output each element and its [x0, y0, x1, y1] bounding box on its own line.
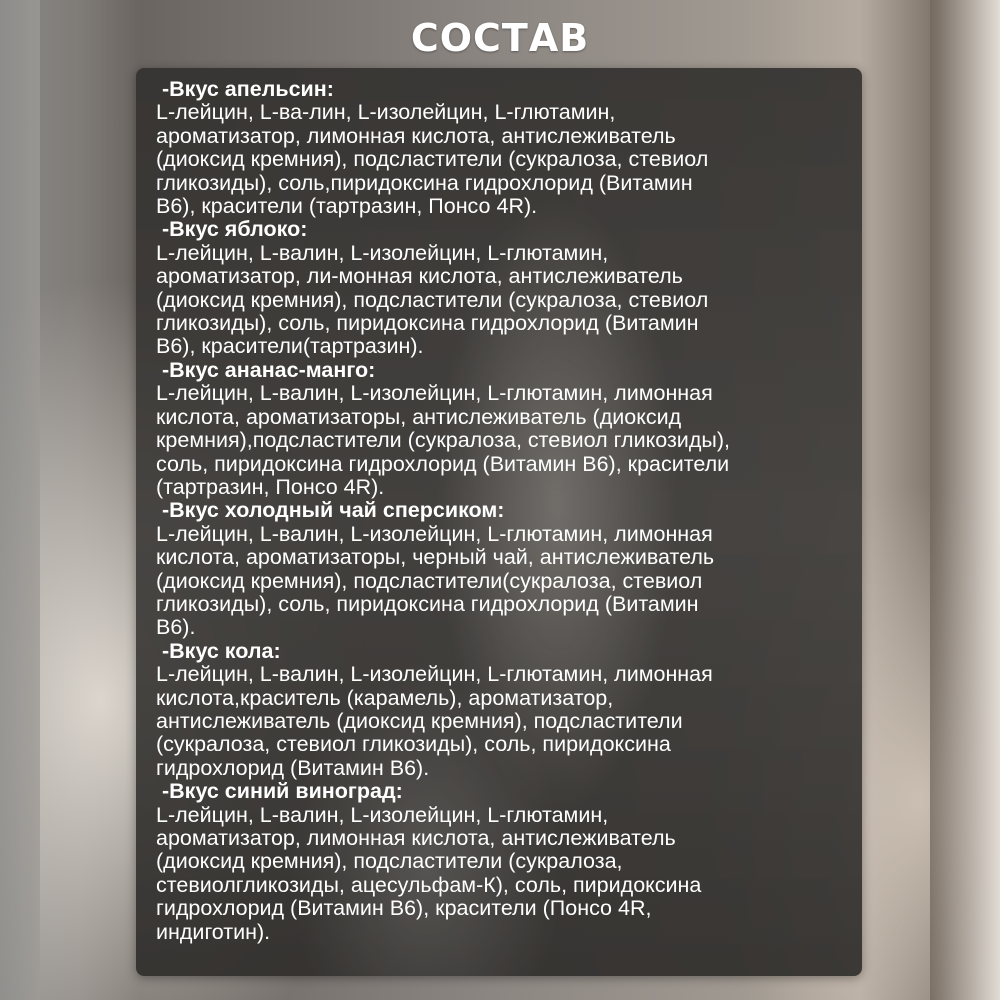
section-heading: -Вкус синий виноград:	[162, 779, 403, 804]
body-line: гидрохлорид (Витамин В6), красители (Понсо 4R,	[156, 896, 652, 921]
section-body	[156, 804, 852, 944]
background-right-streak	[930, 0, 1000, 1000]
body-line: гликозиды), соль,пиридоксина гидрохлорид (Витамин	[156, 170, 693, 195]
body-line: индиготин).	[156, 919, 271, 944]
composition-panel	[136, 68, 862, 976]
section-orange	[156, 78, 852, 218]
body-line: ароматизатор, ли-монная кислота, антислеживатель	[156, 264, 683, 289]
section-heading: -Вкус ананас-манго:	[162, 357, 376, 382]
body-line: (диоксид кремния), подсластители (сукралоза, стевиол	[156, 147, 709, 172]
body-line: L-лейцин, L-валин, L-изолейцин, L-глютамин,	[156, 802, 609, 827]
section-body	[156, 663, 852, 780]
section-blue-grape	[156, 780, 852, 944]
section-pineapple-mango	[156, 359, 852, 499]
body-line: кислота, ароматизаторы, антислеживатель (диоксид	[156, 404, 682, 429]
section-body	[156, 382, 852, 499]
body-line: (диоксид кремния), подсластители(сукралоза, стевиол	[156, 568, 703, 593]
section-heading: -Вкус яблоко:	[162, 217, 308, 242]
section-iced-tea-peach	[156, 499, 852, 639]
page-title: СОСТАВ	[410, 16, 590, 60]
body-line: соль, пиридоксина гидрохлорид (Витамин В6), красители	[156, 451, 730, 476]
body-line: L-лейцин, L-валин, L-изолейцин, L-глютамин,	[156, 240, 609, 265]
body-line: (сукралоза, стевиол гликозиды), соль, пиридоксина	[156, 732, 671, 757]
section-apple	[156, 218, 852, 358]
body-line: кислота, ароматизаторы, черный чай, антислеживатель	[156, 545, 715, 570]
body-line: (тартразин, Понсо 4R).	[156, 474, 385, 499]
body-line: ароматизатор, лимонная кислота, антислеживатель	[156, 826, 676, 850]
body-line: L-лейцин, L-ва-лин, L-изолейцин, L-глютамин,	[156, 100, 616, 125]
body-line: (диоксид кремния), подсластители (сукралоза, стевиол	[156, 287, 709, 312]
section-body	[156, 523, 852, 640]
body-line: L-лейцин, L-валин, L-изолейцин, L-глютамин, лимонная	[156, 662, 713, 687]
body-line: В6).	[156, 615, 196, 640]
section-body	[156, 101, 852, 218]
body-line: В6), красители(тартразин).	[156, 334, 424, 359]
section-heading: -Вкус апельсин:	[162, 77, 334, 101]
section-body	[156, 242, 852, 359]
body-line: кислота,краситель (карамель), ароматизатор,	[156, 685, 614, 710]
section-cola	[156, 640, 852, 780]
body-line: стевиолгликозиды, ацесульфам-К), соль, пиридоксина	[156, 872, 702, 897]
body-line: гидрохлорид (Витамин В6).	[156, 755, 430, 780]
body-line: гликозиды), соль, пиридоксина гидрохлорид (Витамин	[156, 591, 699, 616]
body-line: ароматизатор, лимонная кислота, антислеживатель	[156, 123, 676, 148]
body-line: гликозиды), соль, пиридоксина гидрохлорид (Витамин	[156, 311, 699, 336]
section-heading: -Вкус кола:	[162, 638, 281, 663]
section-heading: -Вкус холодный чай сперсиком:	[162, 498, 505, 523]
background-left-streak	[0, 0, 40, 1000]
body-line: (диоксид кремния), подсластители (сукралоза,	[156, 849, 623, 874]
body-line: В6), красители (тартразин, Понсо 4R).	[156, 194, 538, 219]
body-line: кремния),подсластители (сукралоза, стевиол гликозиды),	[156, 428, 730, 453]
body-line: L-лейцин, L-валин, L-изолейцин, L-глютамин, лимонная	[156, 521, 713, 546]
body-line: L-лейцин, L-валин, L-изолейцин, L-глютамин, лимонная	[156, 381, 713, 406]
body-line: антислеживатель (диоксид кремния), подсластители	[156, 708, 683, 733]
